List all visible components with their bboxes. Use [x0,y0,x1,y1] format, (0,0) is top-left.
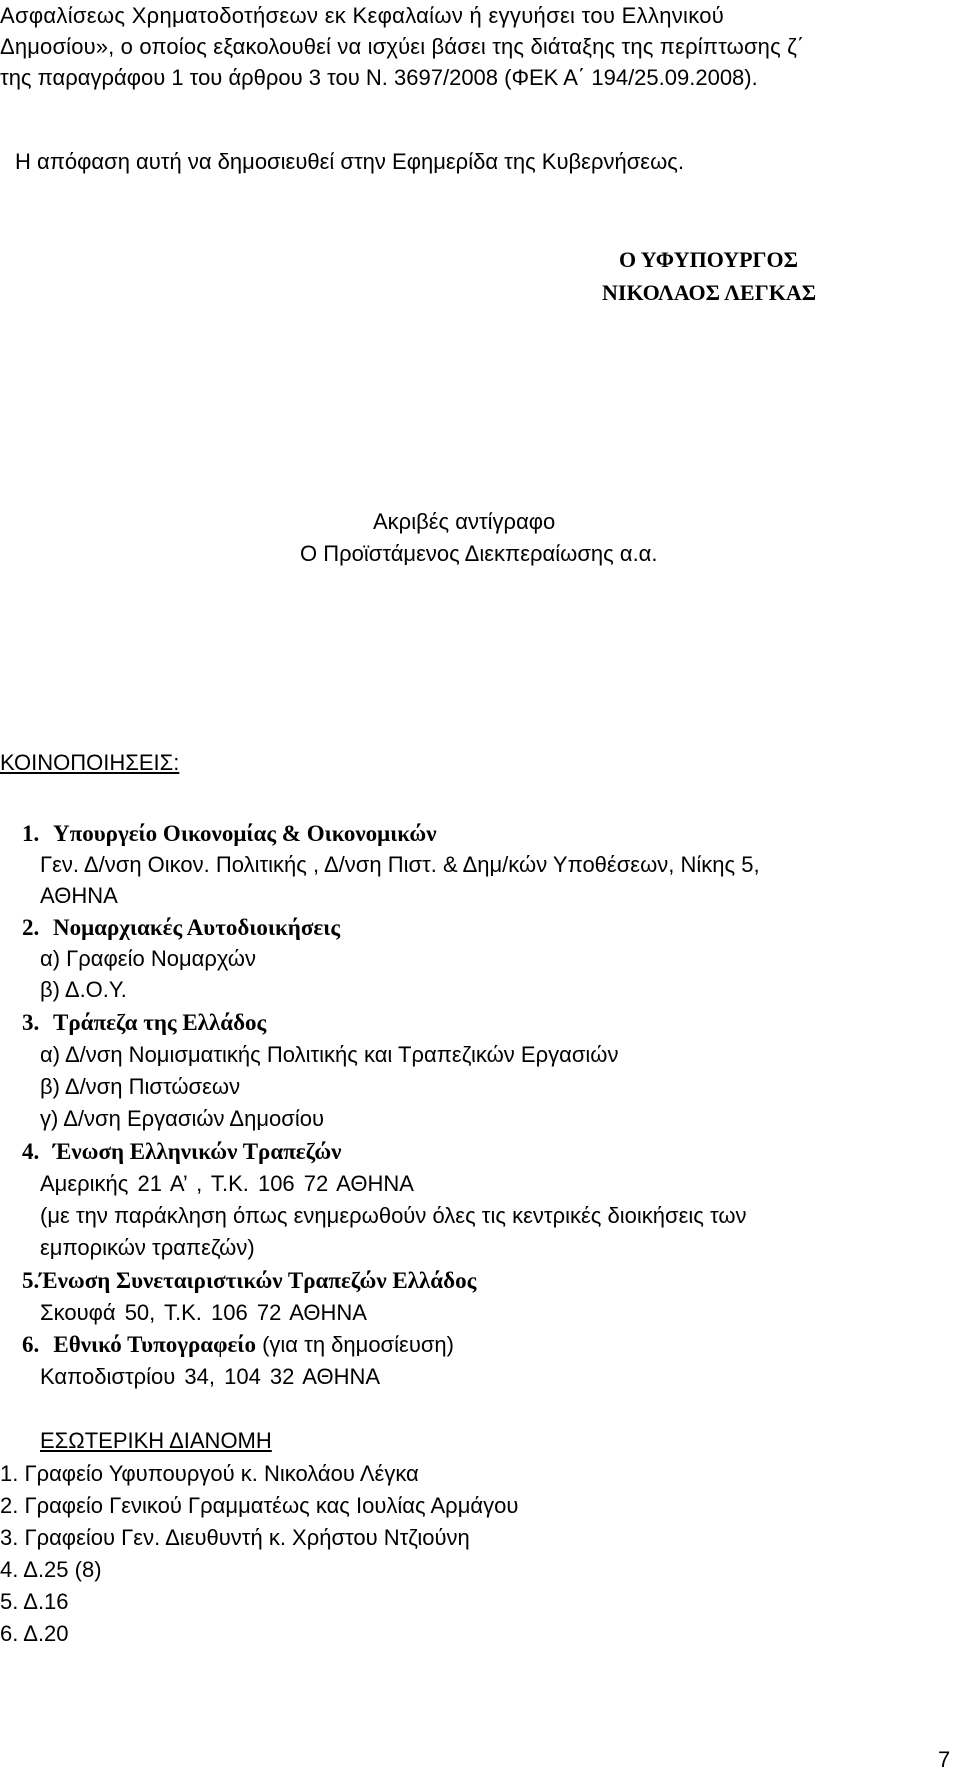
notification-item-5-number: 5. [22,1268,40,1293]
notification-item-1-line-1: Γεν. Δ/νση Οικον. Πολιτικής , Δ/νση Πιστ. & Δημ/κών Υποθέσεων, Νίκης 5, [40,852,760,877]
notification-item-3-number: 3. [22,1010,40,1035]
notification-item-6-title [22,1331,454,1359]
internal-distribution-item: 5. Δ.16 [0,1589,69,1614]
notification-item-4-number: 4. [22,1139,40,1164]
notification-item-6-text: Εθνικό Τυπογραφείο [53,1332,256,1357]
notification-item-5-text: Ένωση Συνεταιριστικών Τραπεζών Ελλάδος [39,1268,477,1293]
notification-item-1-title [22,820,436,848]
notification-item-5-title [22,1267,476,1295]
notifications-heading: ΚΟΙΝΟΠΟΙΗΣΕΙΣ: [0,750,180,775]
notification-item-4-line-1: Αμερικής 21 Α’ , Τ.Κ. 106 72 ΑΘΗΝΑ [40,1171,414,1196]
paragraph-line-1: Ασφαλίσεως Χρηματοδοτήσεων εκ Κεφαλαίων ή εγγυήσει του Ελληνικού [0,3,725,28]
notification-item-4-text: Ένωση Ελληνικών Τραπεζών [53,1139,342,1164]
page-number: 7 [938,1747,951,1772]
notification-item-2-title [22,914,340,942]
notification-item-2-number: 2. [22,915,40,940]
notification-item-6-number: 6. [22,1332,40,1357]
internal-distribution-item: 6. Δ.20 [0,1621,69,1646]
notification-item-3-line-3: γ) Δ/νση Εργασιών Δημοσίου [40,1106,324,1131]
paragraph-line-2: Δημοσίου», ο οποίος εξακολουθεί να ισχύει βάσει της διάταξης της περίπτωσης ζ΄ [0,34,805,59]
paragraph-line-3: της παραγράφου 1 του άρθρου 3 του Ν. 3697/2008 (ΦΕΚ Α΄ 194/25.09.2008). [0,65,758,90]
notification-item-2-line-1: α) Γραφείο Νομαρχών [40,946,256,971]
notification-item-3-line-2: β) Δ/νση Πιστώσεων [40,1074,241,1099]
notification-item-3-title [22,1009,266,1037]
notification-item-6-suffix: (για τη δημοσίευση) [262,1332,454,1357]
notification-item-6-line-1: Καποδιστρίου 34, 104 32 ΑΘΗΝΑ [40,1364,381,1389]
internal-distribution-item: 4. Δ.25 (8) [0,1557,102,1582]
notification-item-4-line-3: εμπορικών τραπεζών) [40,1235,255,1260]
signatory-name: ΝΙΚΟΛΑΟΣ ΛΕΓΚΑΣ [602,280,817,305]
internal-distribution-item: 1. Γραφείο Υφυπουργού κ. Νικολάου Λέγκα [0,1461,419,1486]
notification-item-2-text: Νομαρχιακές Αυτοδιοικήσεις [53,915,341,940]
notification-item-1-line-2: ΑΘΗΝΑ [40,883,118,908]
publication-note: Η απόφαση αυτή να δημοσιευθεί στην Εφημερίδα της Κυβερνήσεως. [15,149,684,174]
notification-item-1-number: 1. [22,821,40,846]
notification-item-5-line-1: Σκουφά 50, Τ.Κ. 106 72 ΑΘΗΝΑ [40,1300,367,1325]
certified-copy-label: Ακριβές αντίγραφο [373,509,556,534]
notification-item-4-line-2: (με την παράκληση όπως ενημερωθούν όλες τις κεντρικές διοικήσεις των [40,1203,747,1228]
notification-item-4-title [22,1138,341,1166]
internal-distribution-heading: ΕΣΩΤΕΡΙΚΗ ΔΙΑΝΟΜΗ [40,1428,272,1453]
internal-distribution-item: 3. Γραφείου Γεν. Διευθυντή κ. Χρήστου Ντζιούνη [0,1525,470,1550]
internal-distribution-item: 2. Γραφείο Γενικού Γραμματέως κας Ιουλίας Αρμάγου [0,1493,519,1518]
notification-item-2-line-2: β) Δ.Ο.Υ. [40,977,127,1002]
certified-copy-officer: Ο Προϊστάμενος Διεκπεραίωσης α.α. [300,541,658,566]
signatory-title: Ο ΥΦΥΠΟΥΡΓΟΣ [619,247,799,272]
notification-item-3-line-1: α) Δ/νση Νομισματικής Πολιτικής και Τραπεζικών Εργασιών [40,1042,619,1067]
notification-item-3-text: Τράπεζα της Ελλάδος [53,1010,267,1035]
notification-item-1-text: Υπουργείο Οικονομίας & Οικονομικών [53,821,437,846]
